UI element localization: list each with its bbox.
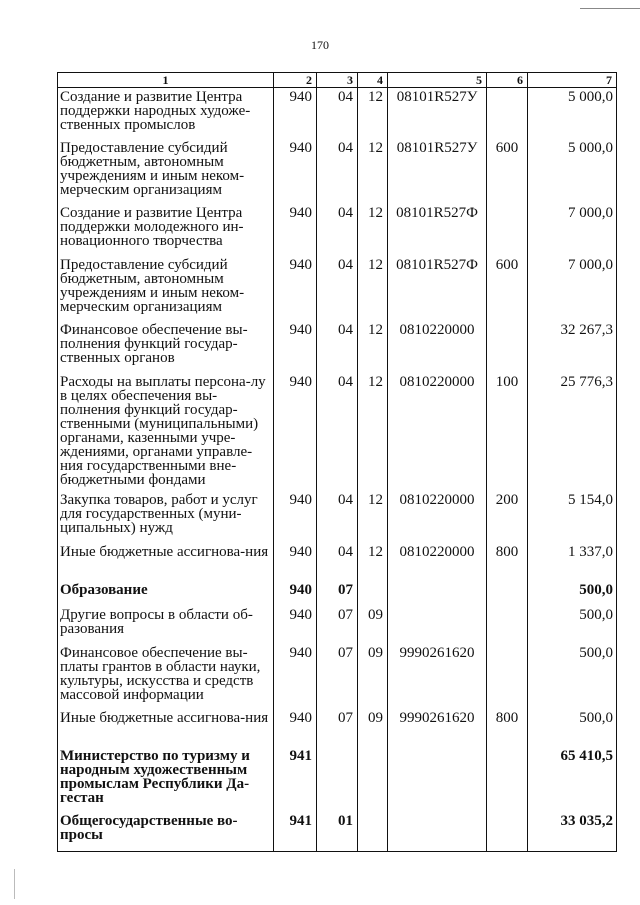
row-name: Предоставление субсидий бюджетным, автономным учреждениям и иным неком-мерческим организациям [58,139,274,204]
row-amount: 25 776,3 [528,373,617,491]
row-section: 04 [317,491,358,543]
scan-edge-line [580,8,640,9]
row-amount: 5 154,0 [528,491,617,543]
row-chapter: 940 [274,581,317,606]
row-name: Образование [58,581,274,606]
row-subsection: 09 [358,709,388,747]
row-expense-type [487,88,528,139]
row-section: 07 [317,644,358,709]
row-target-article: 08101R527Ф [388,256,487,321]
row-section: 07 [317,709,358,747]
row-chapter: 940 [274,709,317,747]
row-target-article [388,812,487,852]
row-amount: 7 000,0 [528,204,617,256]
row-subsection: 12 [358,88,388,139]
row-amount: 500,0 [528,644,617,709]
row-expense-type [487,606,528,644]
row-expense-type [487,204,528,256]
table-row [58,709,617,747]
row-chapter: 941 [274,747,317,812]
row-name: Другие вопросы в области об-разования [58,606,274,644]
row-amount: 1 337,0 [528,543,617,581]
row-subsection: 12 [358,139,388,204]
row-expense-type: 100 [487,373,528,491]
row-name: Иные бюджетные ассигнова-ния [58,543,274,581]
row-name: Общегосударственные во-просы [58,812,274,852]
row-subsection: 09 [358,606,388,644]
row-section: 04 [317,256,358,321]
table-row [58,204,617,256]
row-expense-type [487,747,528,812]
row-subsection [358,812,388,852]
header-col-3: 3 [317,73,358,88]
row-name: Министерство по туризму и народным художественным промыслам Республики Да-гестан [58,747,274,812]
row-name: Предоставление субсидий бюджетным, автономным учреждениям и иным неком-мерческим организациям [58,256,274,321]
row-subsection [358,747,388,812]
row-amount: 500,0 [528,606,617,644]
row-expense-type: 600 [487,256,528,321]
table-row [58,581,617,606]
row-chapter: 940 [274,606,317,644]
row-expense-type [487,812,528,852]
row-chapter: 940 [274,373,317,491]
row-amount: 32 267,3 [528,321,617,373]
row-name: Закупка товаров, работ и услуг для государственных (муни-ципальных) нужд [58,491,274,543]
row-target-article: 0810220000 [388,491,487,543]
header-col-6: 6 [487,73,528,88]
table-row [58,644,617,709]
row-expense-type: 800 [487,709,528,747]
header-col-2: 2 [274,73,317,88]
row-chapter: 940 [274,139,317,204]
row-amount: 500,0 [528,709,617,747]
row-name: Иные бюджетные ассигнова-ния [58,709,274,747]
row-section: 04 [317,321,358,373]
row-target-article: 08101R527У [388,88,487,139]
row-name: Финансовое обеспечение вы-платы грантов в области науки, культуры, искусства и средств массовой информации [58,644,274,709]
header-col-4: 4 [358,73,388,88]
row-target-article: 0810220000 [388,373,487,491]
row-chapter: 940 [274,88,317,139]
header-row [58,73,617,88]
row-subsection: 12 [358,543,388,581]
table-body [58,88,617,852]
row-subsection: 12 [358,321,388,373]
row-section: 07 [317,606,358,644]
row-amount: 5 000,0 [528,139,617,204]
row-chapter: 940 [274,491,317,543]
row-chapter: 941 [274,812,317,852]
table-row [58,88,617,139]
row-expense-type: 200 [487,491,528,543]
row-target-article: 08101R527Ф [388,204,487,256]
row-subsection: 12 [358,204,388,256]
row-name: Расходы на выплаты персона-лу в целях обеспечения вы-полнения функций государ-ственными (муниципальными) органами, казенными учре-ждениями, органами управле-ния государственными вне-бюджетными фондами [58,373,274,491]
row-expense-type: 600 [487,139,528,204]
row-section: 04 [317,204,358,256]
row-subsection: 12 [358,491,388,543]
row-subsection [358,581,388,606]
table-row [58,321,617,373]
row-target-article: 0810220000 [388,543,487,581]
table-row [58,543,617,581]
row-section: 04 [317,373,358,491]
header-col-7: 7 [528,73,617,88]
table-row [58,373,617,491]
row-name: Создание и развитие Центра поддержки народных художе-ственных промыслов [58,88,274,139]
row-subsection: 12 [358,373,388,491]
row-target-article: 08101R527У [388,139,487,204]
row-expense-type [487,581,528,606]
row-section: 04 [317,88,358,139]
budget-table [57,72,617,852]
row-chapter: 940 [274,256,317,321]
row-amount: 500,0 [528,581,617,606]
table-row [58,256,617,321]
table-row [58,747,617,812]
row-target-article: 9990261620 [388,709,487,747]
row-section: 07 [317,581,358,606]
scan-edge-line [14,869,15,899]
header-col-5: 5 [388,73,487,88]
row-section [317,747,358,812]
row-target-article: 0810220000 [388,321,487,373]
row-amount: 7 000,0 [528,256,617,321]
header-col-1: 1 [58,73,274,88]
row-section: 04 [317,139,358,204]
row-section: 01 [317,812,358,852]
row-amount: 65 410,5 [528,747,617,812]
table-row [58,812,617,852]
table-row [58,139,617,204]
row-target-article [388,606,487,644]
row-section: 04 [317,543,358,581]
row-subsection: 09 [358,644,388,709]
row-expense-type [487,321,528,373]
table-row [58,606,617,644]
row-chapter: 940 [274,543,317,581]
row-chapter: 940 [274,644,317,709]
row-target-article [388,581,487,606]
page-number: 170 [311,38,329,52]
row-expense-type: 800 [487,543,528,581]
row-chapter: 940 [274,321,317,373]
row-amount: 5 000,0 [528,88,617,139]
row-name: Создание и развитие Центра поддержки молодежного ин-новационного творчества [58,204,274,256]
row-subsection: 12 [358,256,388,321]
row-name: Финансовое обеспечение вы-полнения функций государ-ственных органов [58,321,274,373]
row-chapter: 940 [274,204,317,256]
row-target-article [388,747,487,812]
row-expense-type [487,644,528,709]
row-amount: 33 035,2 [528,812,617,852]
table-row [58,491,617,543]
row-target-article: 9990261620 [388,644,487,709]
